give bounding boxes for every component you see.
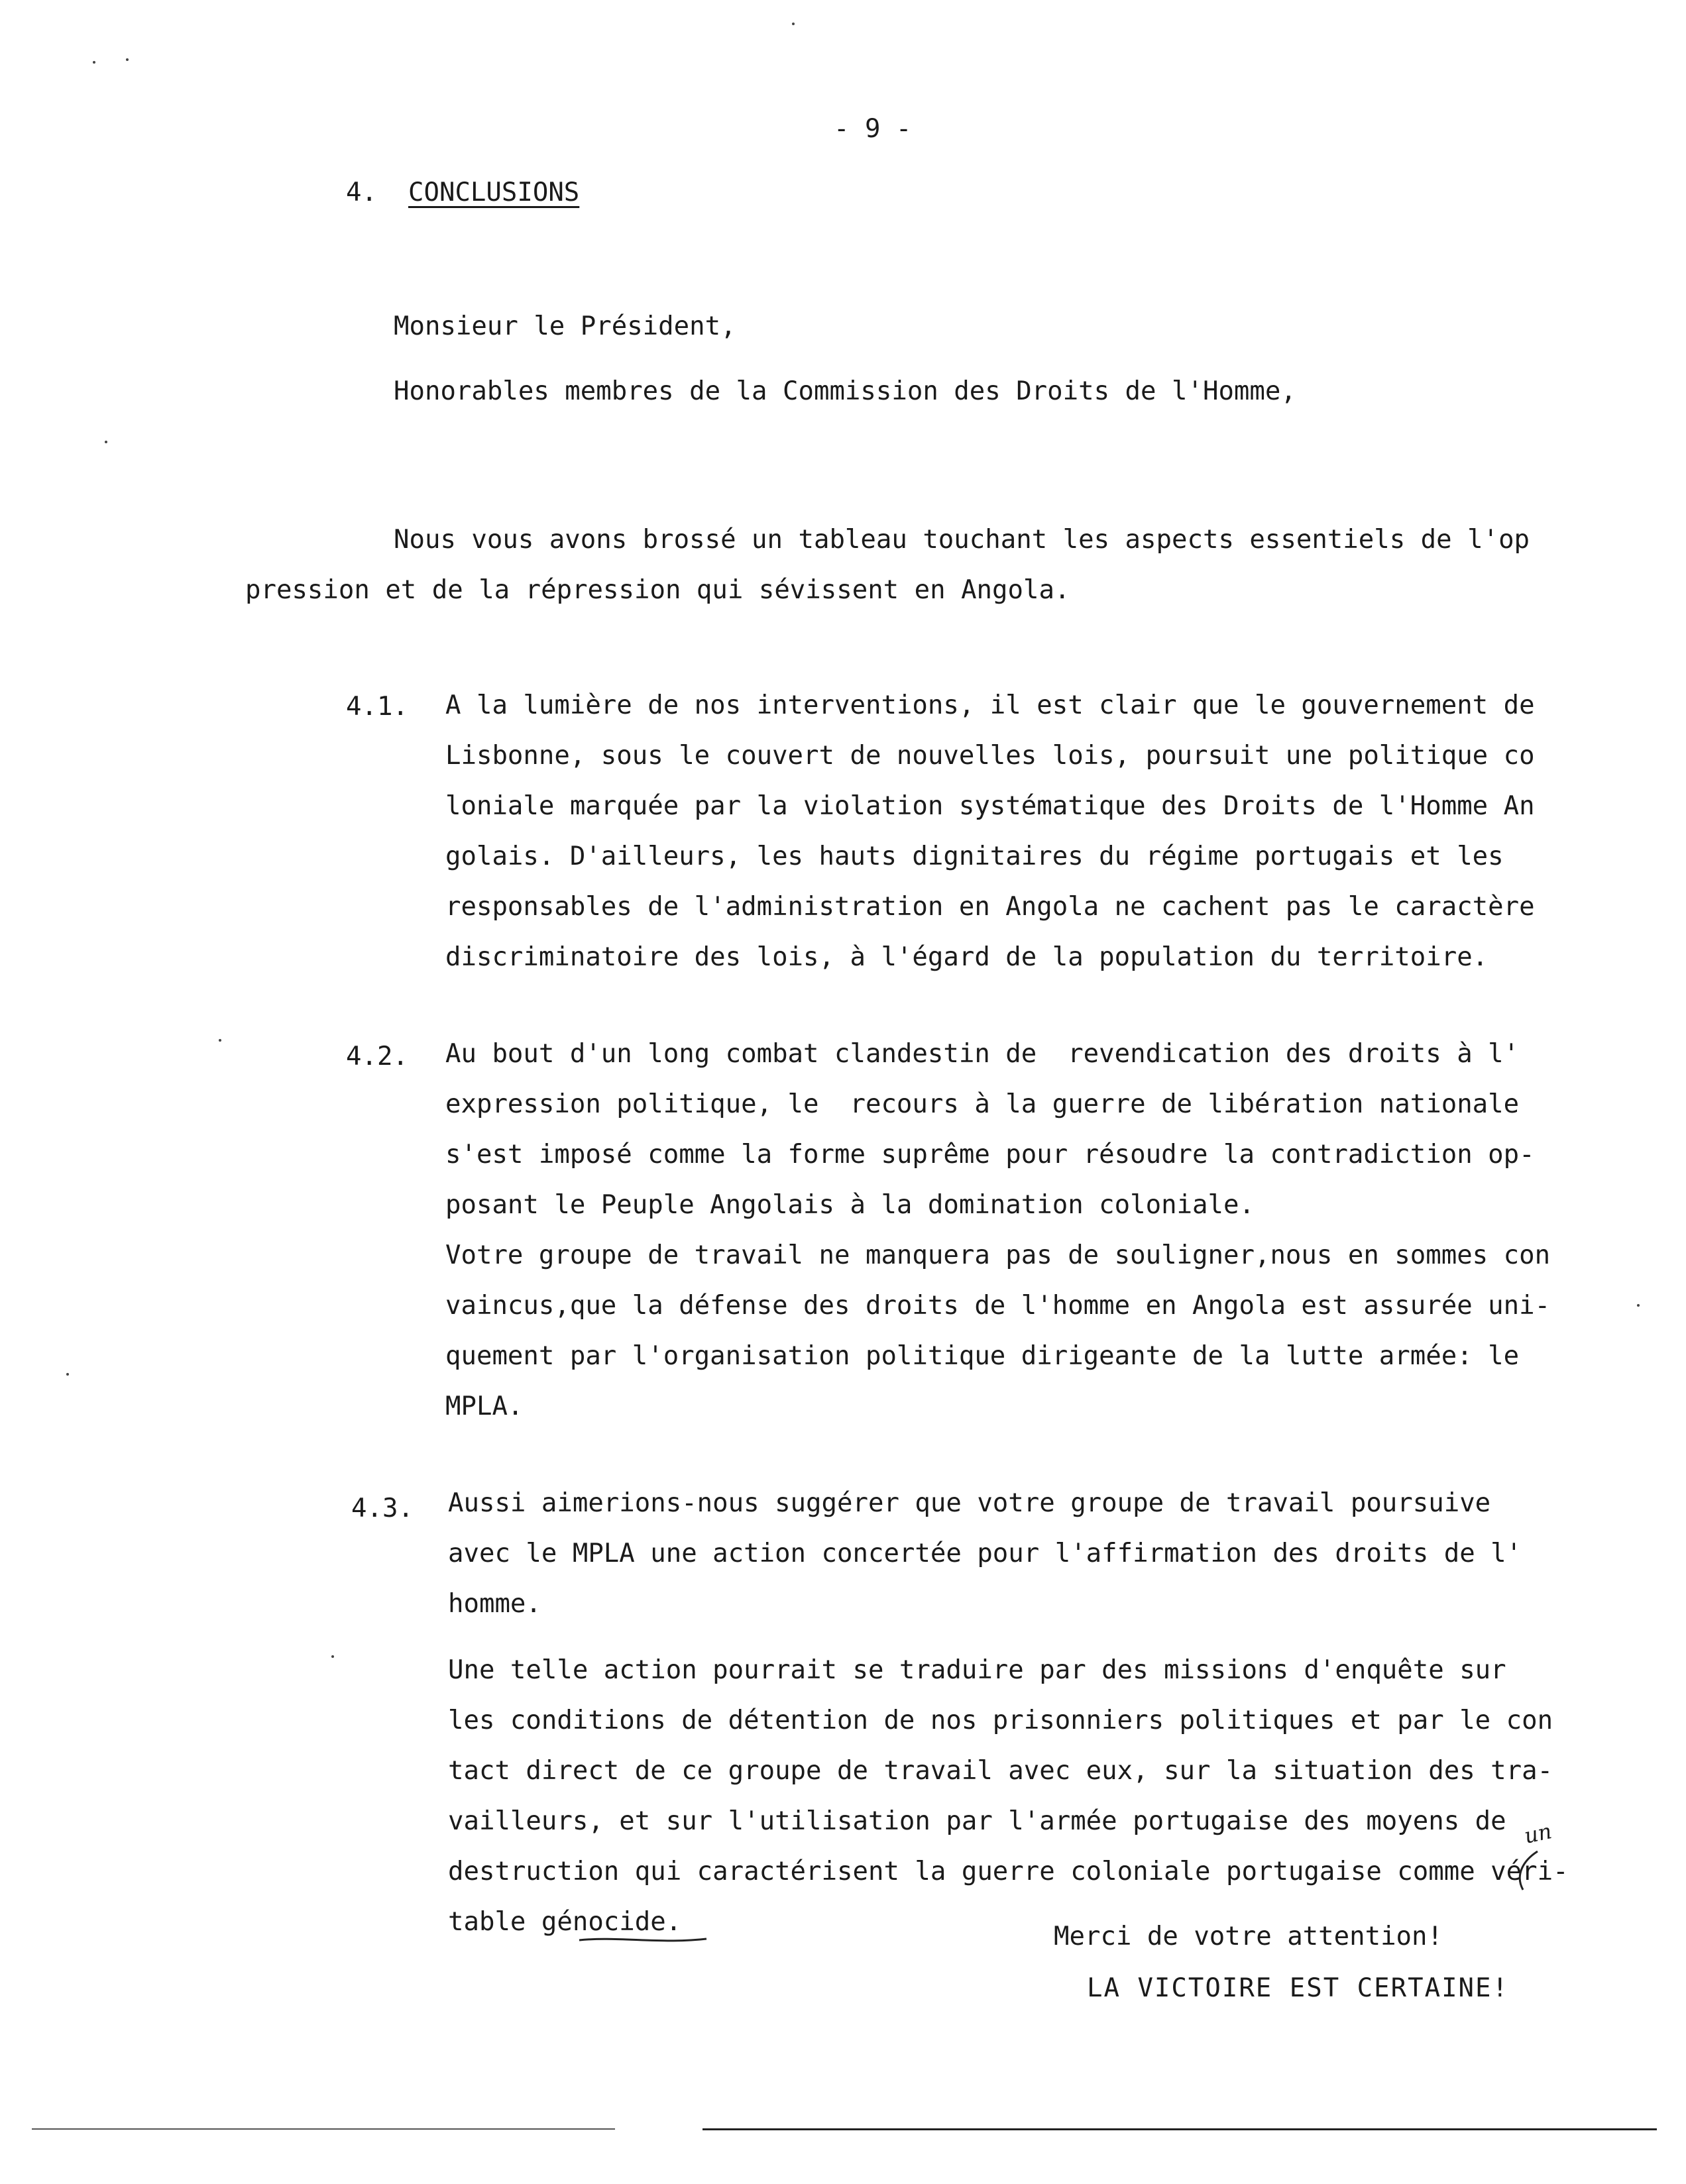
page-number: - 9 - xyxy=(834,114,912,144)
paragraph-4-1-line: responsables de l'administration en Angola ne cachent pas le caractère xyxy=(445,892,1535,922)
paragraph-4-1-line: golais. D'ailleurs, les hauts dignitaires du régime portugais et les xyxy=(445,842,1504,871)
section-number: 4. xyxy=(346,178,377,207)
intro-line-2: pression et de la répression qui sévissent en Angola. xyxy=(245,575,1070,605)
salutation-line-2: Honorables membres de la Commission des Droits de l'Homme, xyxy=(394,376,1296,406)
paragraph-4-2-line: MPLA. xyxy=(445,1392,524,1421)
paragraph-4-1-line: A la lumière de nos interventions, il est clair que le gouvernement de xyxy=(445,690,1535,720)
paragraph-4-3b-line: destruction qui caractérisent la guerre coloniale portugaise comme véri- xyxy=(448,1857,1569,1886)
paragraph-4-2-line: expression politique, le recours à la guerre de libération nationale xyxy=(445,1089,1520,1119)
paragraph-4-3-line: avec le MPLA une action concertée pour l'affirmation des droits de l' xyxy=(448,1539,1522,1568)
paragraph-4-3b-line: vailleurs, et sur l'utilisation par l'armée portugaise des moyens de xyxy=(448,1806,1506,1836)
intro-line-1: Nous vous avons brossé un tableau touchant les aspects essentiels de l'op xyxy=(394,525,1530,555)
footer-rule-left xyxy=(32,2128,615,2130)
scan-speck xyxy=(105,441,107,443)
paragraph-number-4-1: 4.1. xyxy=(346,692,408,722)
closing-thanks: Merci de votre attention! xyxy=(1054,1922,1443,1951)
scan-speck xyxy=(331,1655,334,1658)
scan-speck xyxy=(219,1039,221,1042)
scan-speck xyxy=(126,58,129,61)
paragraph-4-2-line: Au bout d'un long combat clandestin de revendication des droits à l' xyxy=(445,1039,1520,1069)
paragraph-4-3b-line: table génocide. xyxy=(448,1907,682,1937)
paragraph-4-2-line: vaincus,que la défense des droits de l'homme en Angola est assurée uni- xyxy=(445,1291,1551,1321)
paragraph-4-2-line: s'est imposé comme la forme suprême pour résoudre la contradiction op- xyxy=(445,1140,1535,1170)
paragraph-4-2-line: quement par l'organisation politique dirigeante de la lutte armée: le xyxy=(445,1341,1520,1371)
closing-slogan: LA VICTOIRE EST CERTAINE! xyxy=(1087,1973,1509,2003)
paragraph-4-2-line: Votre groupe de travail ne manquera pas de souligner,nous en sommes con xyxy=(445,1240,1551,1270)
handwritten-caret-mark xyxy=(1511,1849,1544,1895)
paragraph-4-3-line: homme. xyxy=(448,1589,541,1619)
paragraph-4-3-line: Aussi aimerions-nous suggérer que votre groupe de travail poursuive xyxy=(448,1488,1491,1518)
scan-speck xyxy=(66,1373,69,1376)
scan-speck xyxy=(93,61,95,64)
footer-rule-right xyxy=(702,2128,1657,2130)
paragraph-4-1-line: Lisbonne, sous le couvert de nouvelles lois, poursuit une politique co xyxy=(445,741,1535,771)
paragraph-4-1-line: discriminatoire des lois, à l'égard de la population du territoire. xyxy=(445,942,1489,972)
salutation-line-1: Monsieur le Président, xyxy=(394,311,736,341)
handwritten-underline-mark xyxy=(577,1934,709,1947)
paragraph-4-1-line: loniale marquée par la violation systématique des Droits de l'Homme An xyxy=(445,791,1535,821)
handwritten-insert: un xyxy=(1522,1818,1554,1849)
section-title: CONCLUSIONS xyxy=(408,178,580,207)
paragraph-4-3b-line: tact direct de ce groupe de travail avec eux, sur la situation des tra- xyxy=(448,1756,1553,1786)
paragraph-4-2-line: posant le Peuple Angolais à la domination coloniale. xyxy=(445,1190,1255,1220)
scan-speck xyxy=(1637,1304,1640,1307)
scan-speck xyxy=(792,23,795,25)
paragraph-number-4-2: 4.2. xyxy=(346,1042,408,1071)
paragraph-number-4-3: 4.3. xyxy=(351,1494,414,1523)
paragraph-4-3b-line: les conditions de détention de nos prisonniers politiques et par le con xyxy=(448,1706,1553,1735)
paragraph-4-3b-line: Une telle action pourrait se traduire par des missions d'enquête sur xyxy=(448,1655,1506,1685)
